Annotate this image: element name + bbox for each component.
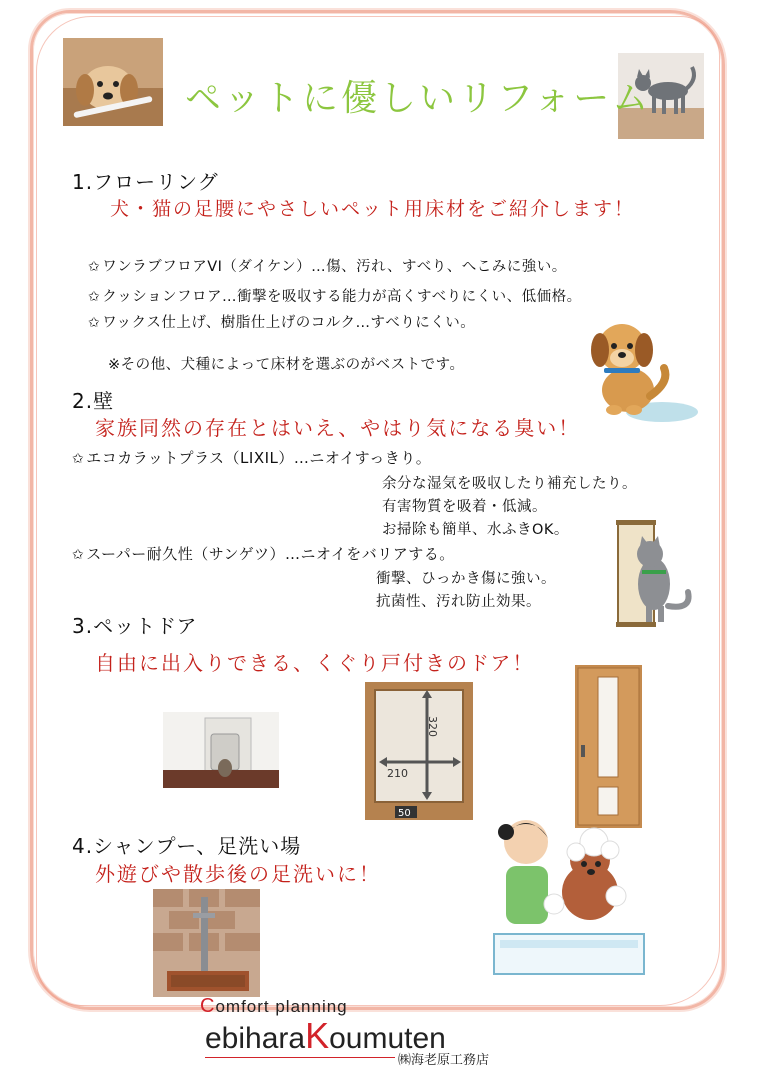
star-icon: ✩ <box>88 289 101 305</box>
dim-bottom-label: 50 <box>398 808 411 819</box>
section1-heading: 1.フローリング <box>72 170 219 194</box>
section1-item-1: ✩ ワンラブフロアVI（ダイケン）…傷、汚れ、すべり、へこみに強い。 <box>88 259 567 275</box>
foot-wash-photo <box>153 889 260 997</box>
section1-lead: 犬・猫の足腰にやさしいペット用床材をご紹介します！ <box>110 198 636 220</box>
dim-width-label: 210 <box>387 767 408 780</box>
section1-item-3: ✩ ワックス仕上げ、樹脂仕上げのコルク…すべりにくい。 <box>88 315 476 331</box>
pet-door-photo <box>163 712 279 788</box>
logo-underline <box>205 1057 395 1058</box>
section2-item-1: ✩ エコカラットプラス（LIXIL）…ニオイすっきり。 <box>72 449 432 467</box>
section2-detail-3: お掃除も簡単、水ふきOK。 <box>382 522 569 538</box>
logo-company: ㈱海老原工務店 <box>398 1053 490 1068</box>
section2-detail-1: 余分な湿気を吸収したり補充したり。 <box>382 476 637 492</box>
section3-lead: 自由に出入りできる、くぐり戸付きのドア！ <box>95 651 535 675</box>
star-icon: ✩ <box>72 547 85 563</box>
section1-item-2: ✩ クッションフロア…衝撃を吸収する能力が高くすべりにくい、低価格。 <box>88 289 582 305</box>
star-icon: ✩ <box>72 451 85 467</box>
section1-note: ※その他、犬種によって床材を選ぶのがベストです。 <box>108 357 465 373</box>
pet-door-diagram <box>365 682 473 820</box>
section4-heading: 4.シャンプー、足洗い場 <box>72 834 302 858</box>
star-icon: ✩ <box>88 259 101 275</box>
section3-heading: 3.ペットドア <box>72 614 198 638</box>
dog-shampoo-illustration <box>490 808 648 978</box>
logo-name: ebiharaKoumuten <box>205 1015 446 1056</box>
page-title: ペットに優しいリフォーム <box>185 78 652 119</box>
section4-lead: 外遊びや散歩後の足洗いに！ <box>95 862 381 886</box>
dim-height-label: 320 <box>426 716 439 737</box>
dog-photo <box>63 38 163 126</box>
cat-scratch-illustration <box>612 520 698 628</box>
section2-item-2: ✩ スーパー耐久性（サンゲツ）…ニオイをバリアする。 <box>72 545 455 563</box>
section2-detail-4: 衝撃、ひっかき傷に強い。 <box>376 571 556 587</box>
dog-illustration <box>582 312 700 427</box>
section2-lead: 家族同然の存在とはいえ、やはり気になる臭い！ <box>95 416 581 440</box>
section2-heading: 2.壁 <box>72 389 115 413</box>
section2-detail-5: 抗菌性、汚れ防止効果。 <box>376 594 541 610</box>
star-icon: ✩ <box>88 315 101 331</box>
section2-detail-2: 有害物質を吸着・低減。 <box>382 499 547 515</box>
door-photo <box>575 665 642 828</box>
logo-tagline: Comfort planning <box>200 995 348 1017</box>
